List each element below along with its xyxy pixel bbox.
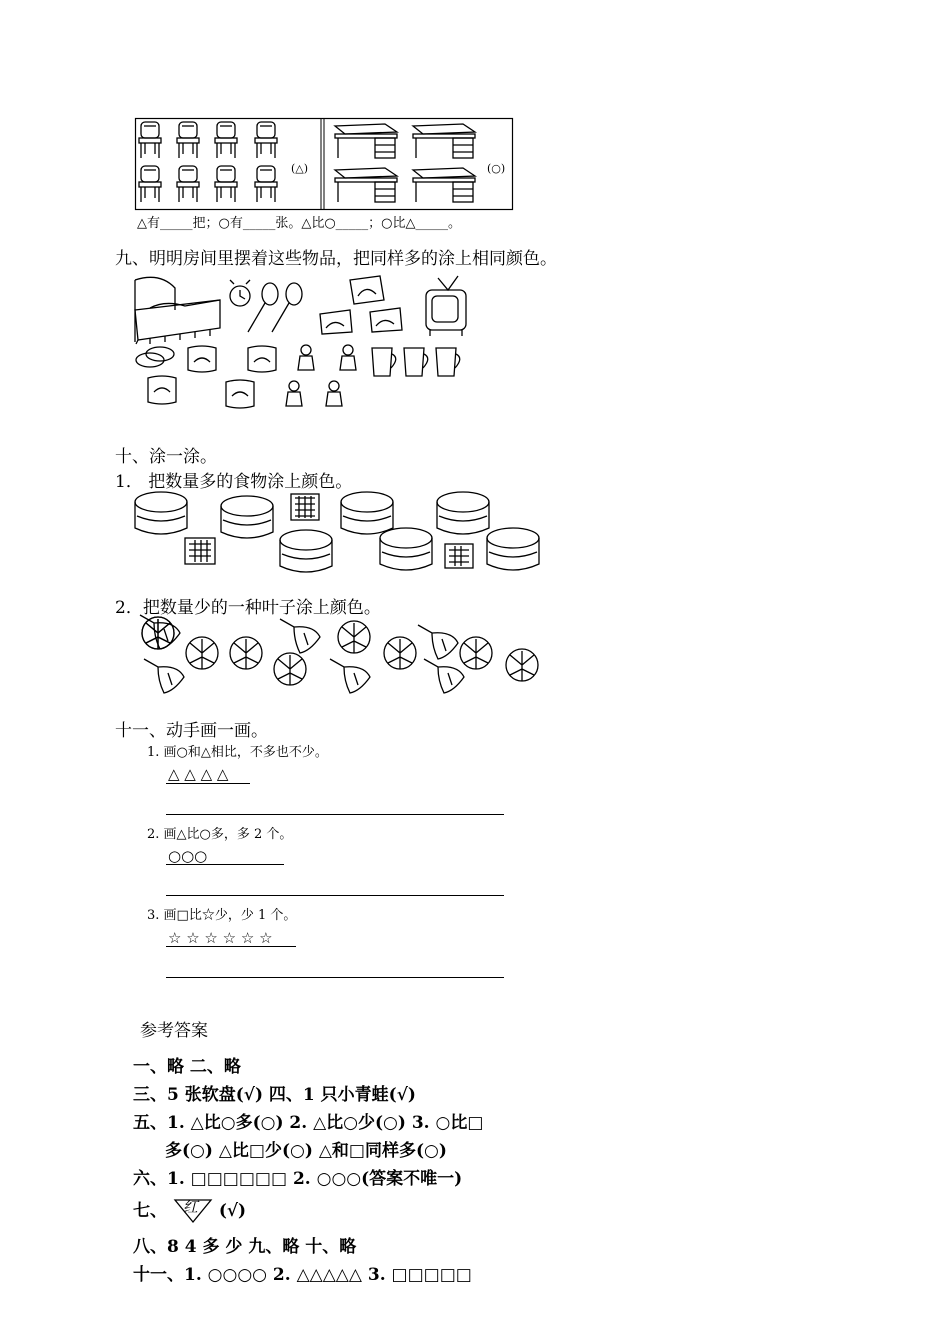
section11-q2: 2. 画△比○多，多 2 个。 [147, 827, 293, 842]
red-flag-label: 红 [182, 1198, 198, 1216]
bed-icon [135, 277, 220, 344]
chairs-desks-figure [135, 118, 513, 210]
fill-in-line: △有_____把；○有_____张。△比○_____；○比△_____。 [137, 216, 462, 231]
pillow-icon [148, 346, 276, 408]
room-objects-figure [130, 270, 475, 420]
answer-line-7: 八、8 4 多 少 九、略 十、略 [133, 1237, 357, 1257]
answer-line-8: 十一、1. ○○○○ 2. △△△△△ 3. □□□□□ [133, 1265, 472, 1285]
frame-icon [320, 276, 402, 334]
section11-q2-shapes: ○○○ [168, 847, 208, 865]
section10-q2: 2．把数量少的一种叶子涂上颜色。 [115, 598, 381, 618]
q1-shapes-underline [166, 783, 250, 784]
alarm-clock-icon [230, 280, 250, 306]
section11-q3: 3. 画□比☆少，少 1 个。 [147, 908, 297, 923]
q2-answer-line [166, 895, 504, 896]
section10-q1: 1． 把数量多的食物涂上颜色。 [115, 472, 353, 492]
biscuit-icon [185, 494, 473, 568]
answer-line-6-prefix: 七、 [133, 1201, 167, 1221]
answer-line-2: 三、5 张软盘(√) 四、1 只小青蛙(√) [133, 1085, 416, 1105]
section11-q1-shapes: △ △ △ △ [168, 765, 229, 783]
tv-icon [426, 276, 466, 336]
q3-answer-line [166, 977, 504, 978]
section9-title: 九、明明房间里摆着这些物品，把同样多的涂上相同颜色。 [115, 249, 557, 269]
chair-mark: (△) [291, 162, 309, 175]
answer-line-1: 一、略 二、略 [133, 1057, 241, 1077]
leaves-figure [140, 615, 530, 695]
answer-line-6-suffix: (√) [218, 1201, 247, 1221]
answers-title: 参考答案 [140, 1021, 208, 1041]
q3-shapes-underline [166, 946, 296, 947]
section10-title: 十、涂一涂。 [115, 447, 217, 467]
q1-answer-line [166, 814, 504, 815]
food-figure [133, 488, 530, 573]
red-flag-triangle [173, 1198, 213, 1222]
section11-q1: 1. 画○和△相比，不多也不少。 [147, 745, 328, 760]
q2-shapes-underline [166, 864, 284, 865]
section11-q3-shapes: ☆ ☆ ☆ ☆ ☆ ☆ [168, 929, 273, 947]
answer-line-4: 多(○) △比□少(○) △和□同样多(○) [165, 1141, 447, 1161]
cup-icon [372, 348, 460, 376]
racket-icon [248, 283, 302, 332]
answer-line-6 [133, 1196, 246, 1222]
slipper-icon [136, 347, 174, 367]
answer-line-5: 六、1. □□□□□□ 2. ○○○(答案不唯一) [133, 1169, 463, 1189]
doll-icon [286, 345, 356, 406]
section11-title: 十一、动手画一画。 [115, 721, 268, 741]
answer-line-3: 五、1. △比○多(○) 2. △比○少(○) 3. ○比□ [133, 1113, 484, 1133]
desk-mark: (○) [487, 162, 506, 175]
